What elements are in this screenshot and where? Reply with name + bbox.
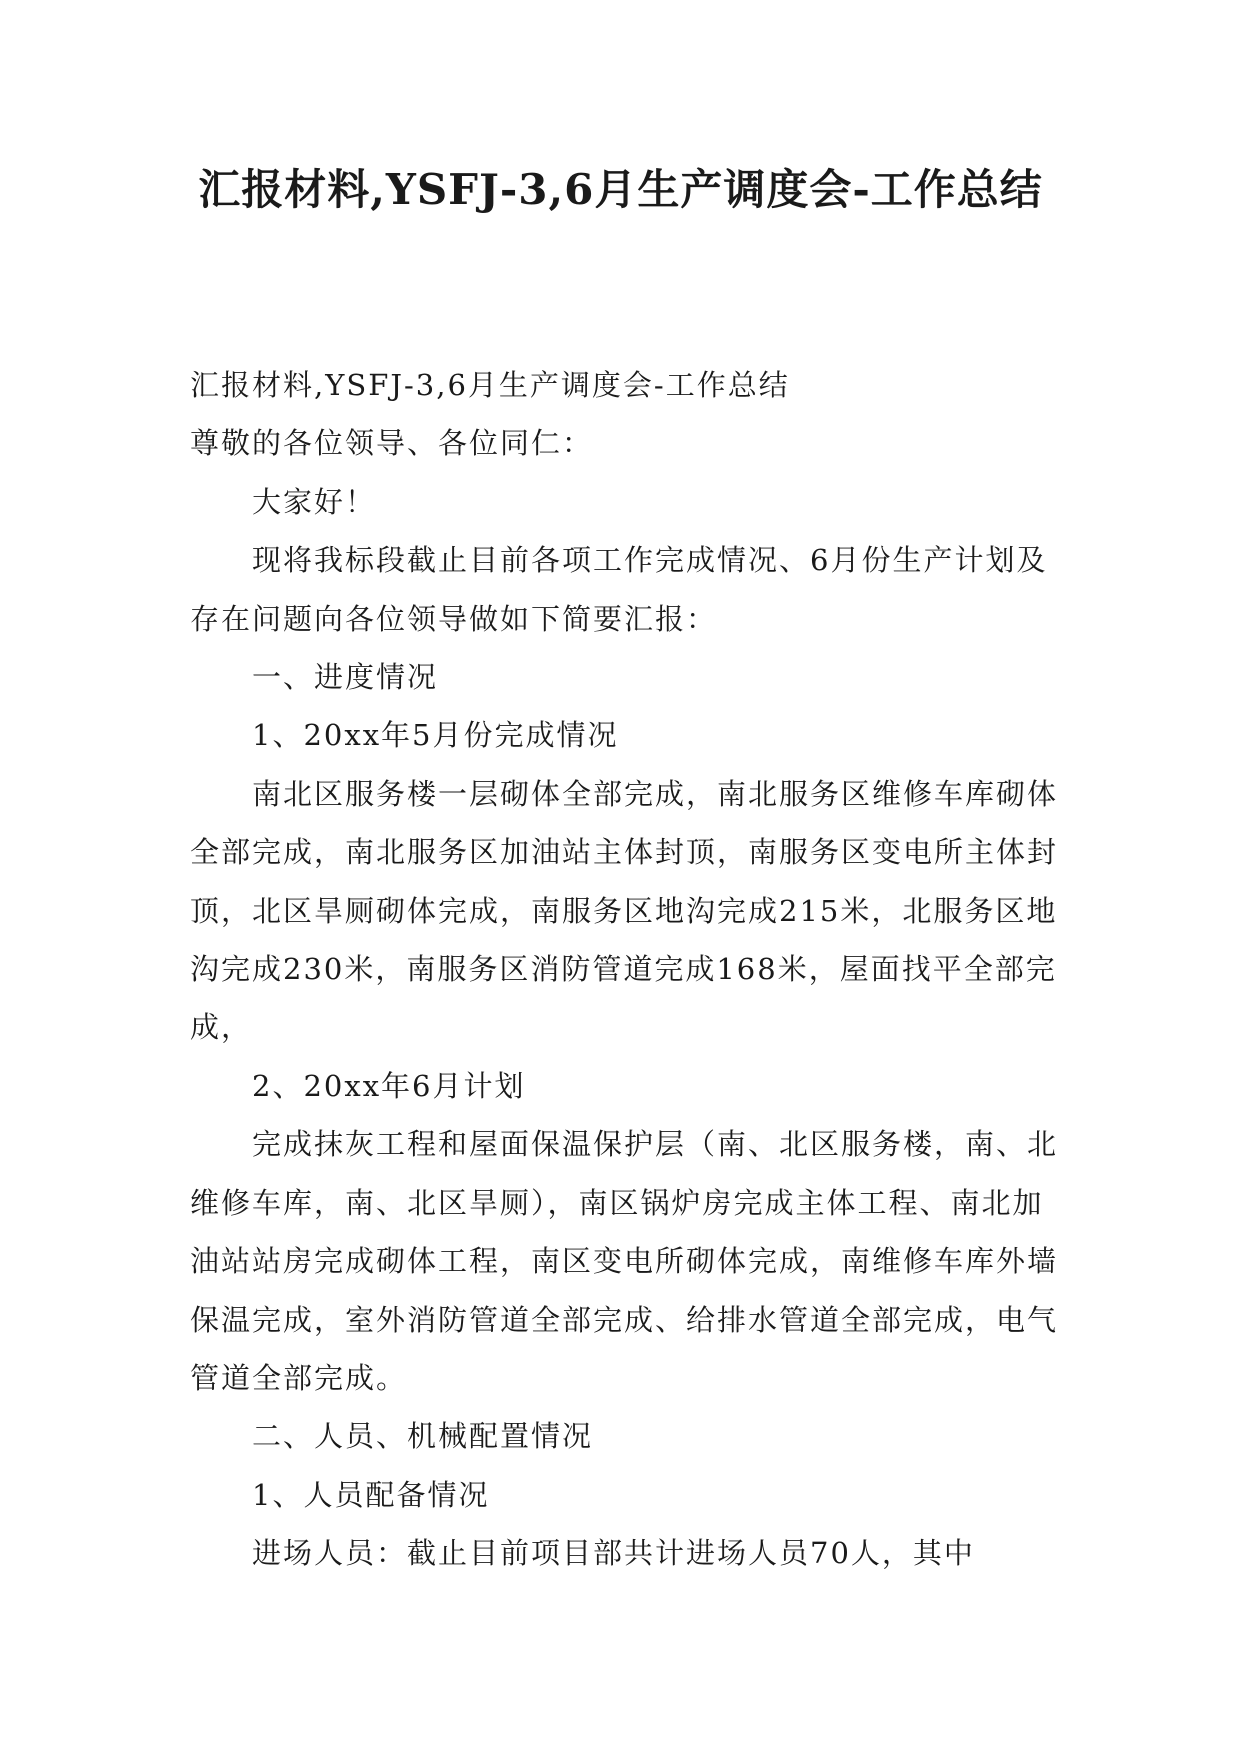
body-heading-line: 汇报材料,YSFJ-3,6月生产调度会-工作总结 — [190, 368, 790, 402]
section-heading-staffing: 二、人员、机械配置情况 — [252, 1419, 594, 1454]
section-heading-progress: 一、进度情况 — [252, 660, 439, 695]
personnel-paragraph: 进场人员：截止目前项目部共计进场人员70人，其中 — [252, 1536, 975, 1571]
intro-paragraph: 现将我标段截止目前各项工作完成情况、6月份生产计划及存在问题向各位领导做如下简要汇报： — [190, 543, 1048, 636]
subsection-heading-may: 1、20xx年5月份完成情况 — [252, 718, 619, 753]
greeting: 大家好！ — [252, 484, 377, 519]
june-plan-paragraph: 完成抹灰工程和屋面保温保护层（南、北区服务楼，南、北维修车库，南、北区旱厕），南区锅炉房完成主体工程、南北加油站站房完成砌体工程，南区变电所砌体完成，南维修车库外墙保温完成，室外消防管道全部完成、给排水管道全部完成，电气管道全部完成。 — [190, 1127, 1059, 1395]
document-title: 汇报材料,YSFJ-3,6月生产调度会-工作总结 — [198, 165, 1043, 214]
document-body — [190, 356, 1070, 1583]
subsection-heading-june: 2、20xx年6月计划 — [252, 1068, 526, 1103]
subsection-heading-personnel: 1、人员配备情况 — [252, 1477, 490, 1512]
salutation: 尊敬的各位领导、各位同仁： — [190, 426, 594, 461]
may-completion-paragraph: 南北区服务楼一层砌体全部完成，南北服务区维修车库砌体全部完成，南北服务区加油站主体封顶，南服务区变电所主体封顶，北区旱厕砌体完成，南服务区地沟完成215米，北服务区地沟完成230米，南服务区消防管道完成168米，屋面找平全部完成， — [190, 776, 1059, 1045]
